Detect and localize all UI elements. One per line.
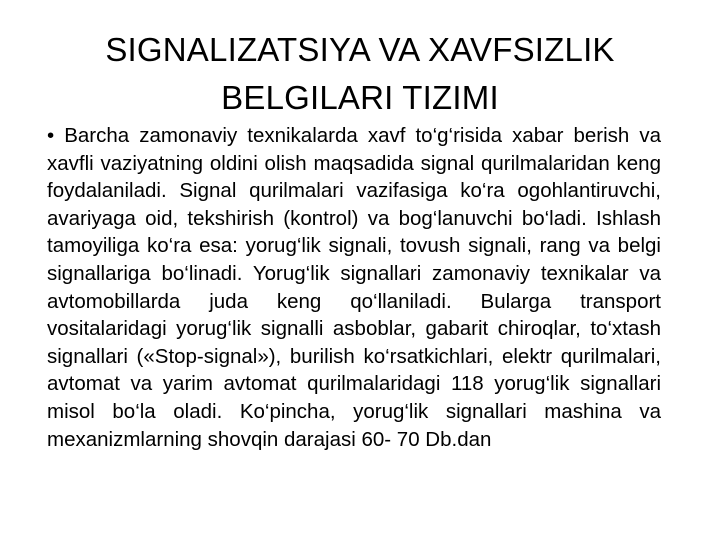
- slide-title: [36, 26, 684, 122]
- slide-title-line-1: SIGNALIZATSIYA VA XAVFSIZLIK: [105, 31, 615, 68]
- slide-body-paragraph: • Barcha zamonaviy texnikalarda xavf to‘g‘risida xabar berish va xavfli vaziyatning oldini olish maqsadida signal qurilmalaridan keng foydalaniladi. Signal qurilmalari vazifasiga ko‘ra ogohlantiruvchi, avariyaga oid, tekshirish (kontrol) va bog‘lanuvchi bo‘ladi. Ishlash tamoyiliga ko‘ra esa: yorug‘lik signali, tovush signali, rang va belgi signallariga bo‘linadi. Yorug‘lik signallari zamonaviy texnikalar va avtomobillarda juda keng qo‘llaniladi. Bularga transport vositalaridagi yorug‘lik signalli asboblar, gabarit chiroqlar, to‘xtash signallari («Stop-signal»), burilish ko‘rsatkichlari, elektr qurilmalari, avtomat va yarim avtomat qurilmalaridagi 118 yorug‘lik signallari misol bo‘la oladi. Ko‘pincha, yorug‘lik signallari mashina va mexanizmlarning shovqin darajasi 60- 70 Db.dan: [47, 124, 661, 451]
- slide-title-line-2: BELGILARI TIZIMI: [221, 79, 499, 116]
